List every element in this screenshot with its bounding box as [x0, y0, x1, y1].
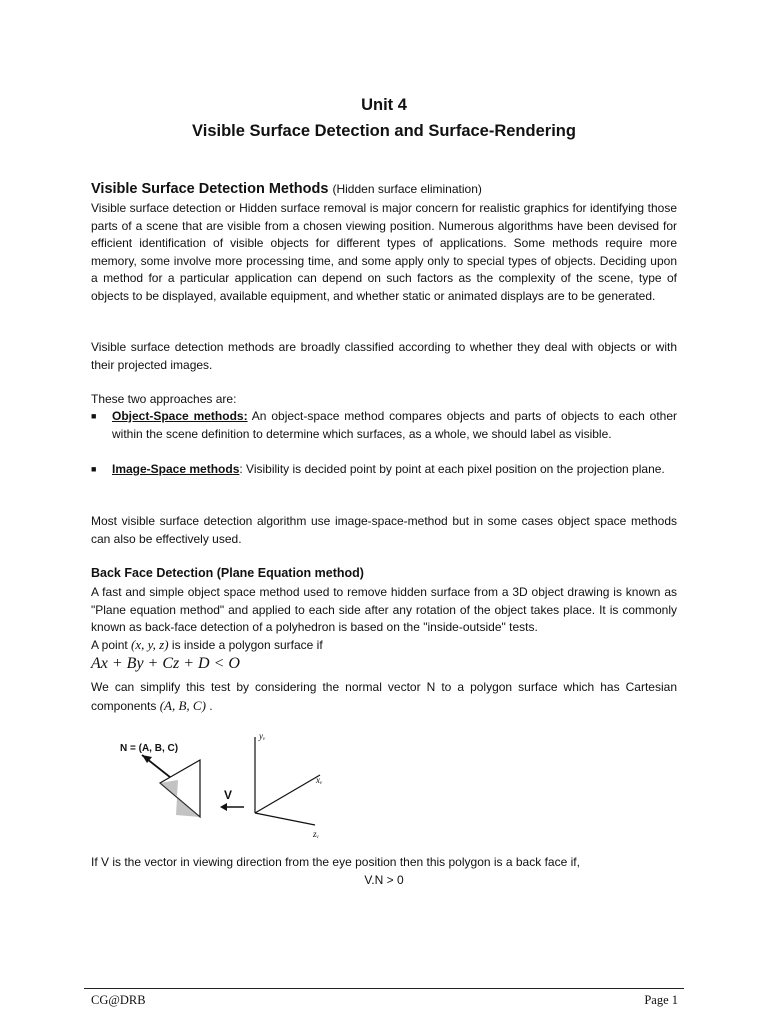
classification-paragraph: Visible surface detection methods are broadly classified according to whether they deal with objects or with their projected images.	[91, 340, 677, 372]
plane-equation: Ax + By + Cz + D < O	[91, 655, 240, 672]
section-subheading: (Hidden surface elimination)	[332, 182, 482, 196]
bullet-object-space	[91, 408, 677, 443]
intro-paragraph: Visible surface detection or Hidden surface removal is major concern for realistic graphics for identifying those parts of a scene that are visible from a chosen viewing position. Numerous algorithms have been devised for efficient identification of visible objects for different types of applications. Some methods require more memory, some involve more processing time, and some apply only to special types of objects. Deciding upon a method for a particular application can depend on such factors as the complexity of the scene, type of objects to be displayed, available equipment, and whether static or animated displays are to be generated.	[91, 201, 677, 303]
bullet-body: : Visibility is decided point by point at each pixel position on the projection plane.	[239, 462, 665, 476]
z-axis-line	[255, 813, 315, 825]
normal-vector-paragraph	[91, 679, 677, 715]
section-heading-visible-surface	[91, 181, 482, 197]
bullet-title: Image-Space methods	[112, 462, 240, 476]
z-axis-label: zᵥ	[313, 829, 320, 839]
section-heading-text: Visible Surface Detection Methods	[91, 181, 329, 197]
back-face-diagram	[120, 725, 350, 845]
point-prefix: A point	[91, 638, 132, 652]
point-math: (x, y, z)	[131, 637, 169, 652]
normal-vector-prefix: We can simplify this test by considering the normal vector N to a polygon surface which has Cartesian components	[91, 680, 677, 713]
view-arrow-head-icon	[220, 803, 227, 811]
normal-vector-label: N = (A, B, C)	[120, 743, 179, 754]
bullet-text	[112, 408, 677, 443]
approaches-intro: These two approaches are:	[91, 392, 237, 406]
view-vector-label: V	[224, 788, 233, 802]
back-face-condition-text: If V is the vector in viewing direction from the eye position then this polygon is a back face if,	[91, 855, 580, 869]
back-face-condition: V.N > 0	[364, 873, 404, 887]
normal-vector-math: (A, B, C)	[159, 697, 206, 713]
bullet-title: Object-Space methods:	[112, 409, 248, 423]
summary-paragraph: Most visible surface detection algorithm use image-space-method but in some cases object space methods can also be effectively used.	[91, 514, 677, 546]
y-axis-label: yᵥ	[259, 731, 266, 741]
bullet-square-icon: ■	[91, 411, 97, 421]
bullet-body: An object-space method compares objects and parts of objects to each other within the scene definition to determine which surfaces, as a whole, we should label as visible.	[112, 409, 678, 441]
bullet-text	[112, 461, 677, 479]
section-heading-back-face: Back Face Detection (Plane Equation method)	[91, 566, 364, 580]
normal-vector-suffix: .	[205, 698, 213, 713]
point-condition-line	[91, 637, 323, 653]
x-axis-line	[255, 775, 320, 813]
footer-page-number: Page 1	[644, 993, 678, 1007]
x-axis-label: xᵥ	[316, 775, 323, 785]
point-suffix: is inside a polygon surface if	[168, 638, 323, 652]
back-face-paragraph: A fast and simple object space method used to remove hidden surface from a 3D object drawing is known as "Plane equation method" and applied to each side after any rotation of the object takes place. It is commonly known as back-face detection of a polyhedron is based on the "inside-outside" tests.	[91, 585, 677, 635]
unit-label: Unit 4	[361, 96, 407, 114]
bullet-image-space	[91, 461, 677, 479]
footer-author: CG@DRB	[91, 993, 146, 1007]
document-title: Visible Surface Detection and Surface-Rendering	[192, 122, 576, 140]
bullet-square-icon: ■	[91, 464, 97, 474]
footer-divider	[84, 988, 684, 989]
